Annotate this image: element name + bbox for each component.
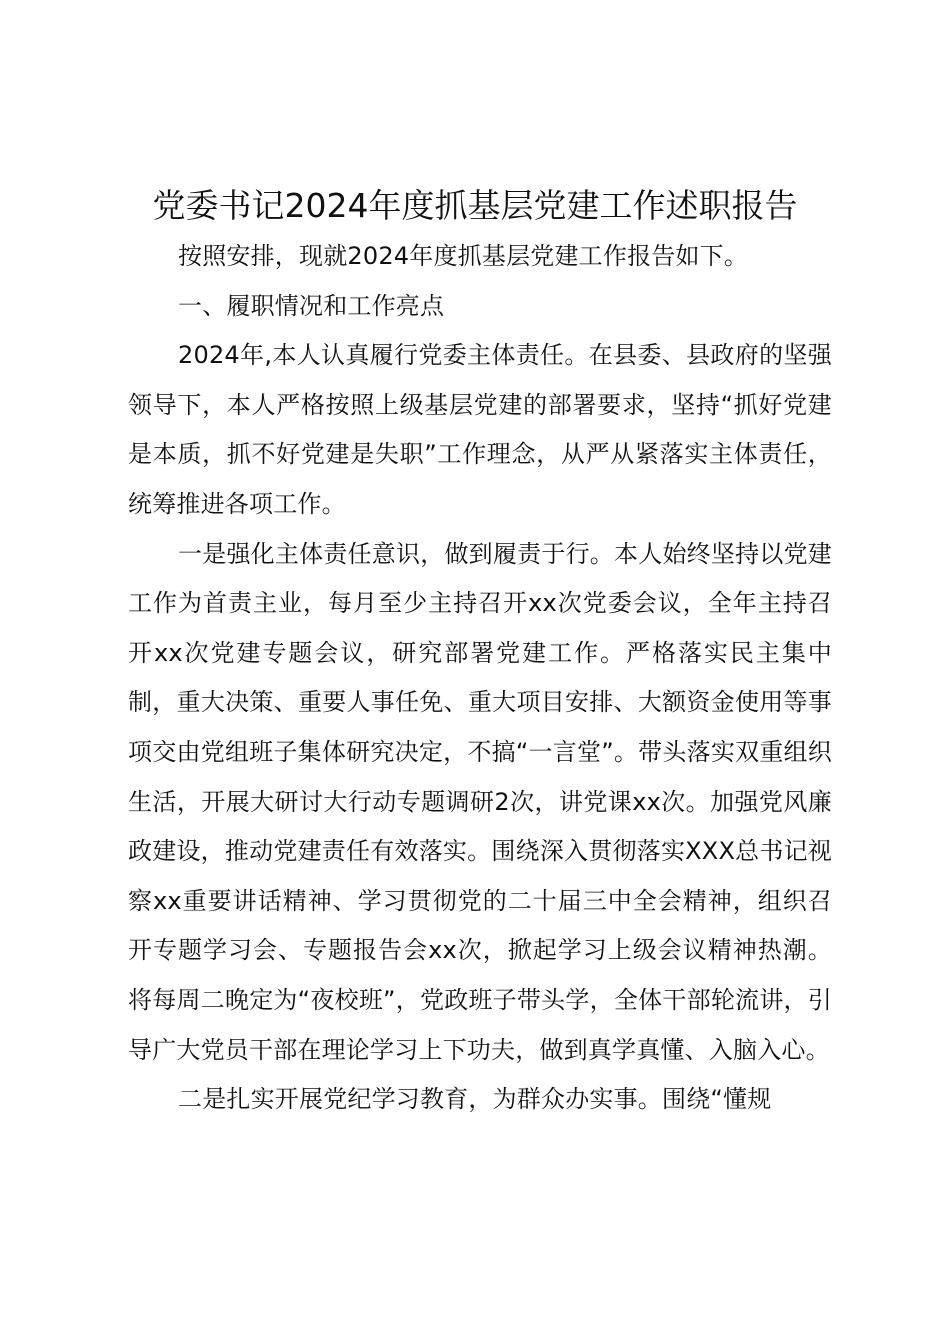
point-two-paragraph: 二是扎实开展党纪学习教育，为群众办实事。围绕“懂规 <box>178 1085 772 1114</box>
section-heading: 一、履职情况和工作亮点 <box>178 291 445 320</box>
intro-paragraph: 按照安排，现就2024年度抓基层党建工作报告如下。 <box>178 242 749 270</box>
point-one-paragraph: 一是强化主体责任意识，做到履责于行。本人始终坚持以党建工作为首责主业，每月至少主持召开xx次党委会议，全年主持召开xx次党建专题会议，研究部署党建工作。严格落实民主集中制，重大决策、重要人事任免、重大项目安排、大额资金使用等事项交由党组班子集体研究决定，不搞“一言堂”。带头落实双重组织生活，开展大研讨大行动专题调研2次，讲党课xx次。加强党风廉政建设，推动党建责任有效落实。围绕深入贯彻落实XXX总书记视察xx重要讲话精神、学习贯彻党的二十届三中全会精神，组织召开专题学习会、专题报告会xx次，掀起学习上级会议精神热潮。将每周二晚定为“夜校班”，党政班子带头学，全体干部轮流讲，引导广大党员干部在理论学习上下功夫，做到真学真懂、入脑入心。 <box>128 539 832 1064</box>
document-title: 党委书记2024年度抓基层党建工作述职报告 <box>152 186 798 225</box>
document-body <box>128 232 832 1125</box>
summary-paragraph: 2024年,本人认真履行党委主体责任。在县委、县政府的坚强领导下，本人严格按照上级基层党建的部署要求，坚持“抓好党建是本质，抓不好党建是失职”工作理念，从严从紧落实主体责任，统筹推进各项工作。 <box>128 341 832 518</box>
